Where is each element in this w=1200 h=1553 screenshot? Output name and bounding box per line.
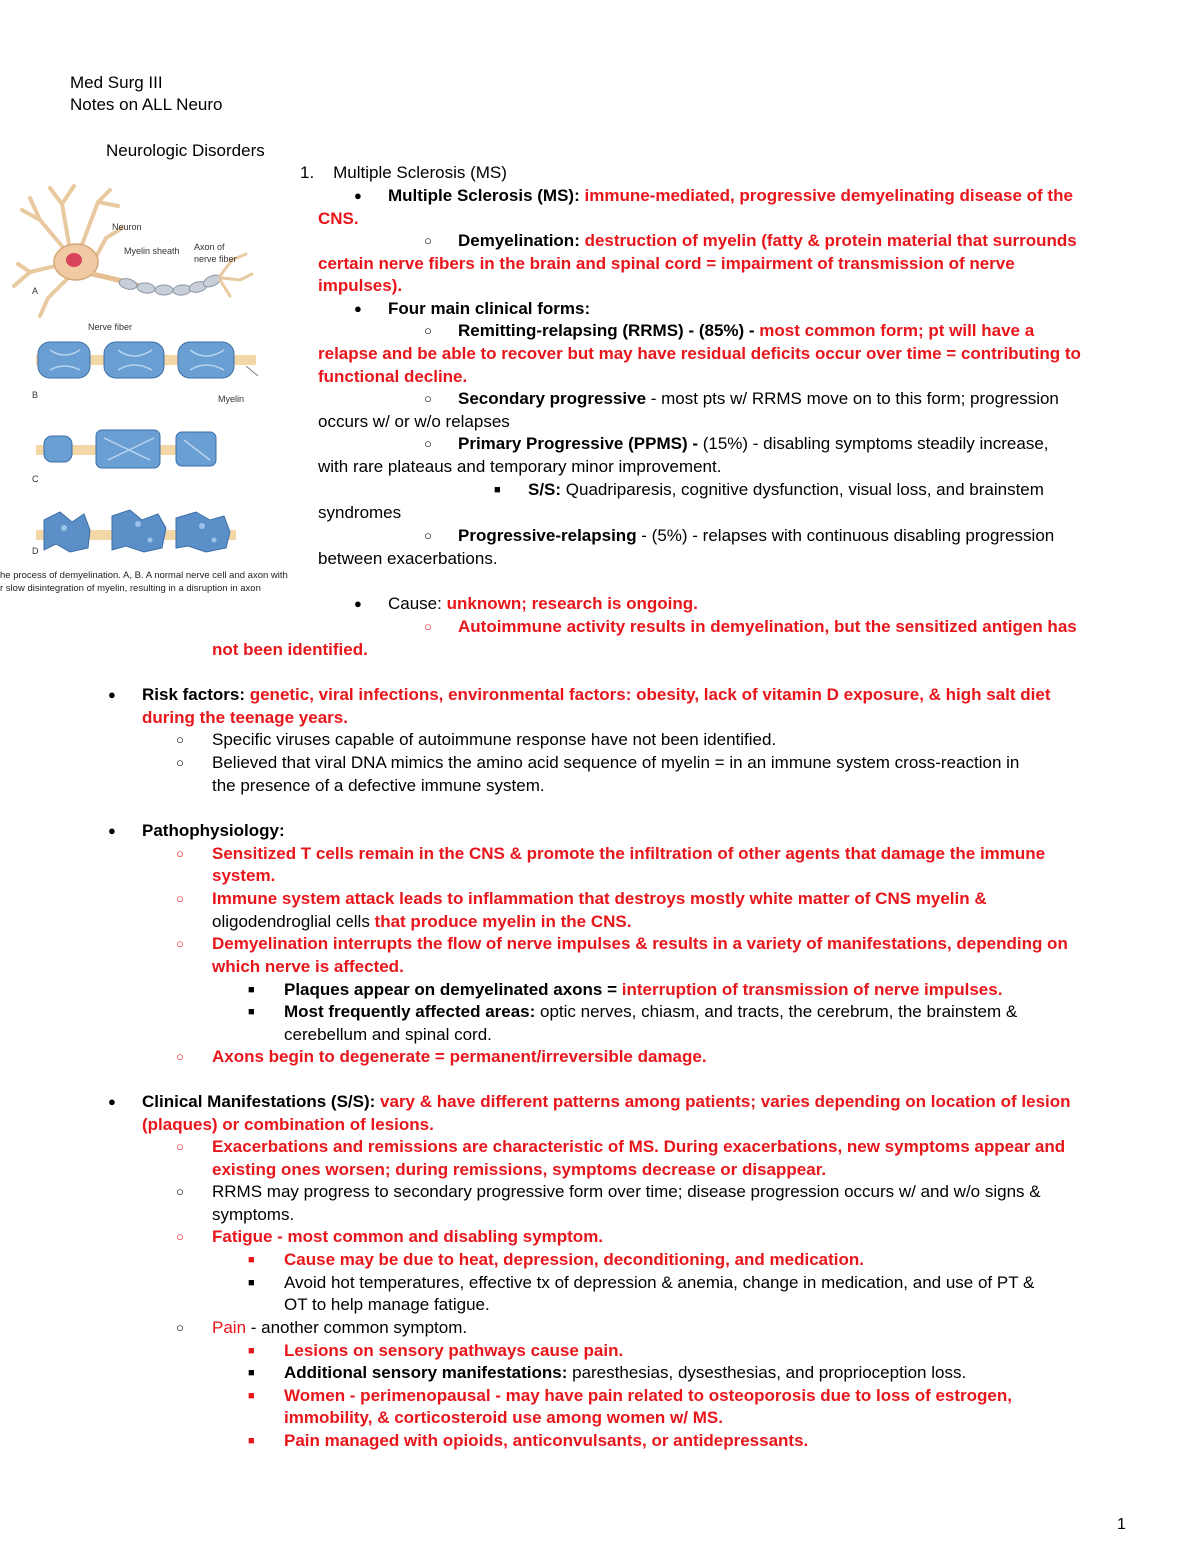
figure-label-myelin-sheath: Myelin sheath <box>124 246 180 256</box>
item-title: Multiple Sclerosis (MS) <box>333 163 507 182</box>
red-square-bullet-icon: ■ <box>248 1254 255 1266</box>
circle-bullet-icon: ○ <box>176 1184 184 1199</box>
circle-bullet-icon: ○ <box>424 436 432 451</box>
risk-factors-cont: during the teenage years. <box>142 708 348 727</box>
ms-definition: Multiple Sclerosis (MS): immune-mediated, progressive demyelinating disease of the <box>388 186 1073 205</box>
square-bullet-icon: ■ <box>248 984 255 996</box>
pain-additional-sensory: Additional sensory manifestations: paresthesias, dysesthesias, and proprioception loss. <box>284 1363 967 1382</box>
pain-lesions: Lesions on sensory pathways cause pain. <box>284 1341 624 1360</box>
clinical-manifestations-cont: (plaques) or combination of lesions. <box>142 1115 434 1134</box>
red-square-bullet-icon: ■ <box>248 1390 255 1402</box>
patho-t-cells: Sensitized T cells remain in the CNS & promote the infiltration of other agents that damage the immune <box>212 844 1046 863</box>
risk-sub-viral-dna: Believed that viral DNA mimics the amino acid sequence of myelin = in an immune system cross-reaction in <box>212 753 1020 772</box>
ppms-signs-symptoms: S/S: Quadriparesis, cognitive dysfunction, visual loss, and brainstem <box>528 480 1044 499</box>
risk-factors: Risk factors: genetic, viral infections, environmental factors: obesity, lack of vitamin D exposure, & high salt diet <box>142 685 1051 704</box>
progressive-relapsing-cont: between exacerbations. <box>318 549 498 568</box>
notes-subtitle: Notes on ALL Neuro <box>70 95 223 114</box>
nerve-fiber-late-demyelination-drawing <box>36 510 236 552</box>
figure-label-a: A <box>32 286 39 296</box>
figure-label-nerve-fiber-short: nerve fiber <box>194 254 237 264</box>
patho-immune-attack-cont: oligodendroglial cells that produce myelin in the CNS. <box>212 912 632 931</box>
red-circle-bullet-icon: ○ <box>176 936 184 951</box>
nerve-fiber-early-demyelination-drawing <box>36 430 216 468</box>
figure-caption-line-1: he process of demyelination. A, B. A normal nerve cell and axon with <box>0 570 288 581</box>
circle-bullet-icon: ○ <box>176 1320 184 1335</box>
bullet-icon: ● <box>108 823 116 838</box>
patho-affected-areas: Most frequently affected areas: optic nerves, chiasm, and tracts, the cerebrum, the brainstem & <box>284 1002 1018 1021</box>
clinical-pain: Pain - another common symptom. <box>212 1318 468 1337</box>
figure-label-axon-of: Axon of <box>194 242 225 252</box>
red-circle-bullet-icon: ○ <box>176 1049 184 1064</box>
rrms-form-cont-1: relapse and be able to recover but may have residual deficits occur over time = contributing to <box>318 344 1081 363</box>
nerve-fiber-normal-drawing <box>36 342 258 378</box>
autoimmune-activity: Autoimmune activity results in demyelination, but the sensitized antigen has <box>458 617 1077 636</box>
fatigue-avoid-cont: OT to help manage fatigue. <box>284 1295 490 1314</box>
bullet-icon: ● <box>108 687 116 702</box>
numbered-item-ms <box>300 162 507 184</box>
rrms-form-cont-2: functional decline. <box>318 367 468 386</box>
clinical-rrms-progress: RRMS may progress to secondary progressive form over time; disease progression occurs w/ and w/o signs & <box>212 1182 1041 1201</box>
clinical-fatigue: Fatigue - most common and disabling symptom. <box>212 1227 604 1246</box>
fatigue-avoid: Avoid hot temperatures, effective tx of depression & anemia, change in medication, and use of PT & <box>284 1273 1035 1292</box>
circle-bullet-icon: ○ <box>424 233 432 248</box>
figure-label-d: D <box>32 546 39 556</box>
fatigue-cause: Cause may be due to heat, depression, deconditioning, and medication. <box>284 1250 864 1269</box>
circle-bullet-icon: ○ <box>176 732 184 747</box>
figure-label-myelin: Myelin <box>218 394 245 404</box>
figure-caption-line-2: r slow disintegration of myelin, resulting in a disruption in axon <box>0 583 261 594</box>
demyelination-def: Demyelination: destruction of myelin (fatty & protein material that surrounds <box>458 231 1077 250</box>
progressive-relapsing-form: Progressive-relapsing - (5%) - relapses with continuous disabling progression <box>458 526 1055 545</box>
ms-definition-cont: CNS. <box>318 209 359 228</box>
patho-plaques: Plaques appear on demyelinated axons = interruption of transmission of nerve impulses. <box>284 980 1003 999</box>
pain-women: Women - perimenopausal - may have pain related to osteoporosis due to loss of estrogen, <box>284 1386 1012 1405</box>
demyelination-figure <box>0 180 300 600</box>
patho-affected-areas-cont: cerebellum and spinal cord. <box>284 1025 492 1044</box>
clinical-exacerbations-cont: existing ones worsen; during remissions, symptoms decrease or disappear. <box>212 1160 827 1179</box>
red-circle-bullet-icon: ○ <box>424 619 432 634</box>
patho-demyelination: Demyelination interrupts the flow of nerve impulses & results in a variety of manifestations, depending on <box>212 934 1068 953</box>
section-title: Neurologic Disorders <box>106 141 265 160</box>
pain-women-cont: immobility, & corticosteroid use among women w/ MS. <box>284 1408 723 1427</box>
primary-progressive-cont: with rare plateaus and temporary minor improvement. <box>318 457 722 476</box>
cause: Cause: unknown; research is ongoing. <box>388 594 698 613</box>
risk-sub-viruses: Specific viruses capable of autoimmune response have not been identified. <box>212 730 777 749</box>
patho-t-cells-cont: system. <box>212 866 276 885</box>
red-square-bullet-icon: ■ <box>248 1345 255 1357</box>
pathophysiology-heading: Pathophysiology: <box>142 821 285 840</box>
primary-progressive-form: Primary Progressive (PPMS) - (15%) - disabling symptoms steadily increase, <box>458 434 1049 453</box>
circle-bullet-icon: ○ <box>424 323 432 338</box>
course-title: Med Surg III <box>70 73 163 92</box>
patho-immune-attack: Immune system attack leads to inflammation that destroys mostly white matter of CNS myelin & <box>212 889 987 908</box>
bullet-icon: ● <box>354 188 362 203</box>
circle-bullet-icon: ○ <box>424 528 432 543</box>
figure-label-c: C <box>32 474 39 484</box>
page-number: 1 <box>1117 1516 1126 1533</box>
clinical-forms-heading: Four main clinical forms: <box>388 299 591 318</box>
demyelination-def-cont-2: impulses). <box>318 276 403 295</box>
bullet-icon: ● <box>354 301 362 316</box>
square-bullet-icon: ■ <box>248 1367 255 1379</box>
ppms-signs-symptoms-cont: syndromes <box>318 503 402 522</box>
clinical-exacerbations: Exacerbations and remissions are characteristic of MS. During exacerbations, new symptoms appear and <box>212 1137 1066 1156</box>
autoimmune-activity-cont: not been identified. <box>212 640 368 659</box>
figure-label-b: B <box>32 390 39 400</box>
secondary-progressive-cont: occurs w/ or w/o relapses <box>318 412 510 431</box>
red-circle-bullet-icon: ○ <box>176 1139 184 1154</box>
rrms-form: Remitting-relapsing (RRMS) - (85%) - most common form; pt will have a <box>458 321 1035 340</box>
square-bullet-icon: ■ <box>248 1006 255 1018</box>
clinical-rrms-progress-cont: symptoms. <box>212 1205 295 1224</box>
bullet-icon: ● <box>108 1094 116 1109</box>
clinical-manifestations: Clinical Manifestations (S/S): vary & have different patterns among patients; varies depending on location of lesion <box>142 1092 1071 1111</box>
figure-label-nerve-fiber: Nerve fiber <box>88 322 133 332</box>
red-circle-bullet-icon: ○ <box>176 846 184 861</box>
red-square-bullet-icon: ■ <box>248 1435 255 1447</box>
red-circle-bullet-icon: ○ <box>176 1229 184 1244</box>
circle-bullet-icon: ○ <box>176 755 184 770</box>
patho-axons-degenerate: Axons begin to degenerate = permanent/irreversible damage. <box>212 1047 707 1066</box>
bullet-icon: ● <box>354 596 362 611</box>
demyelination-def-cont-1: certain nerve fibers in the brain and spinal cord = impairment of transmission of nerve <box>318 254 1015 273</box>
risk-sub-viral-dna-cont: the presence of a defective immune system. <box>212 776 545 795</box>
red-circle-bullet-icon: ○ <box>176 891 184 906</box>
pain-managed: Pain managed with opioids, anticonvulsants, or antidepressants. <box>284 1431 809 1450</box>
item-number: 1. <box>300 163 315 182</box>
square-bullet-icon: ■ <box>494 484 501 496</box>
demyelination-illustration <box>0 180 300 600</box>
square-bullet-icon: ■ <box>248 1277 255 1289</box>
circle-bullet-icon: ○ <box>424 391 432 406</box>
figure-label-neuron: Neuron <box>112 222 142 232</box>
secondary-progressive-form: Secondary progressive - most pts w/ RRMS move on to this form; progression <box>458 389 1059 408</box>
patho-demyelination-cont: which nerve is affected. <box>212 957 404 976</box>
